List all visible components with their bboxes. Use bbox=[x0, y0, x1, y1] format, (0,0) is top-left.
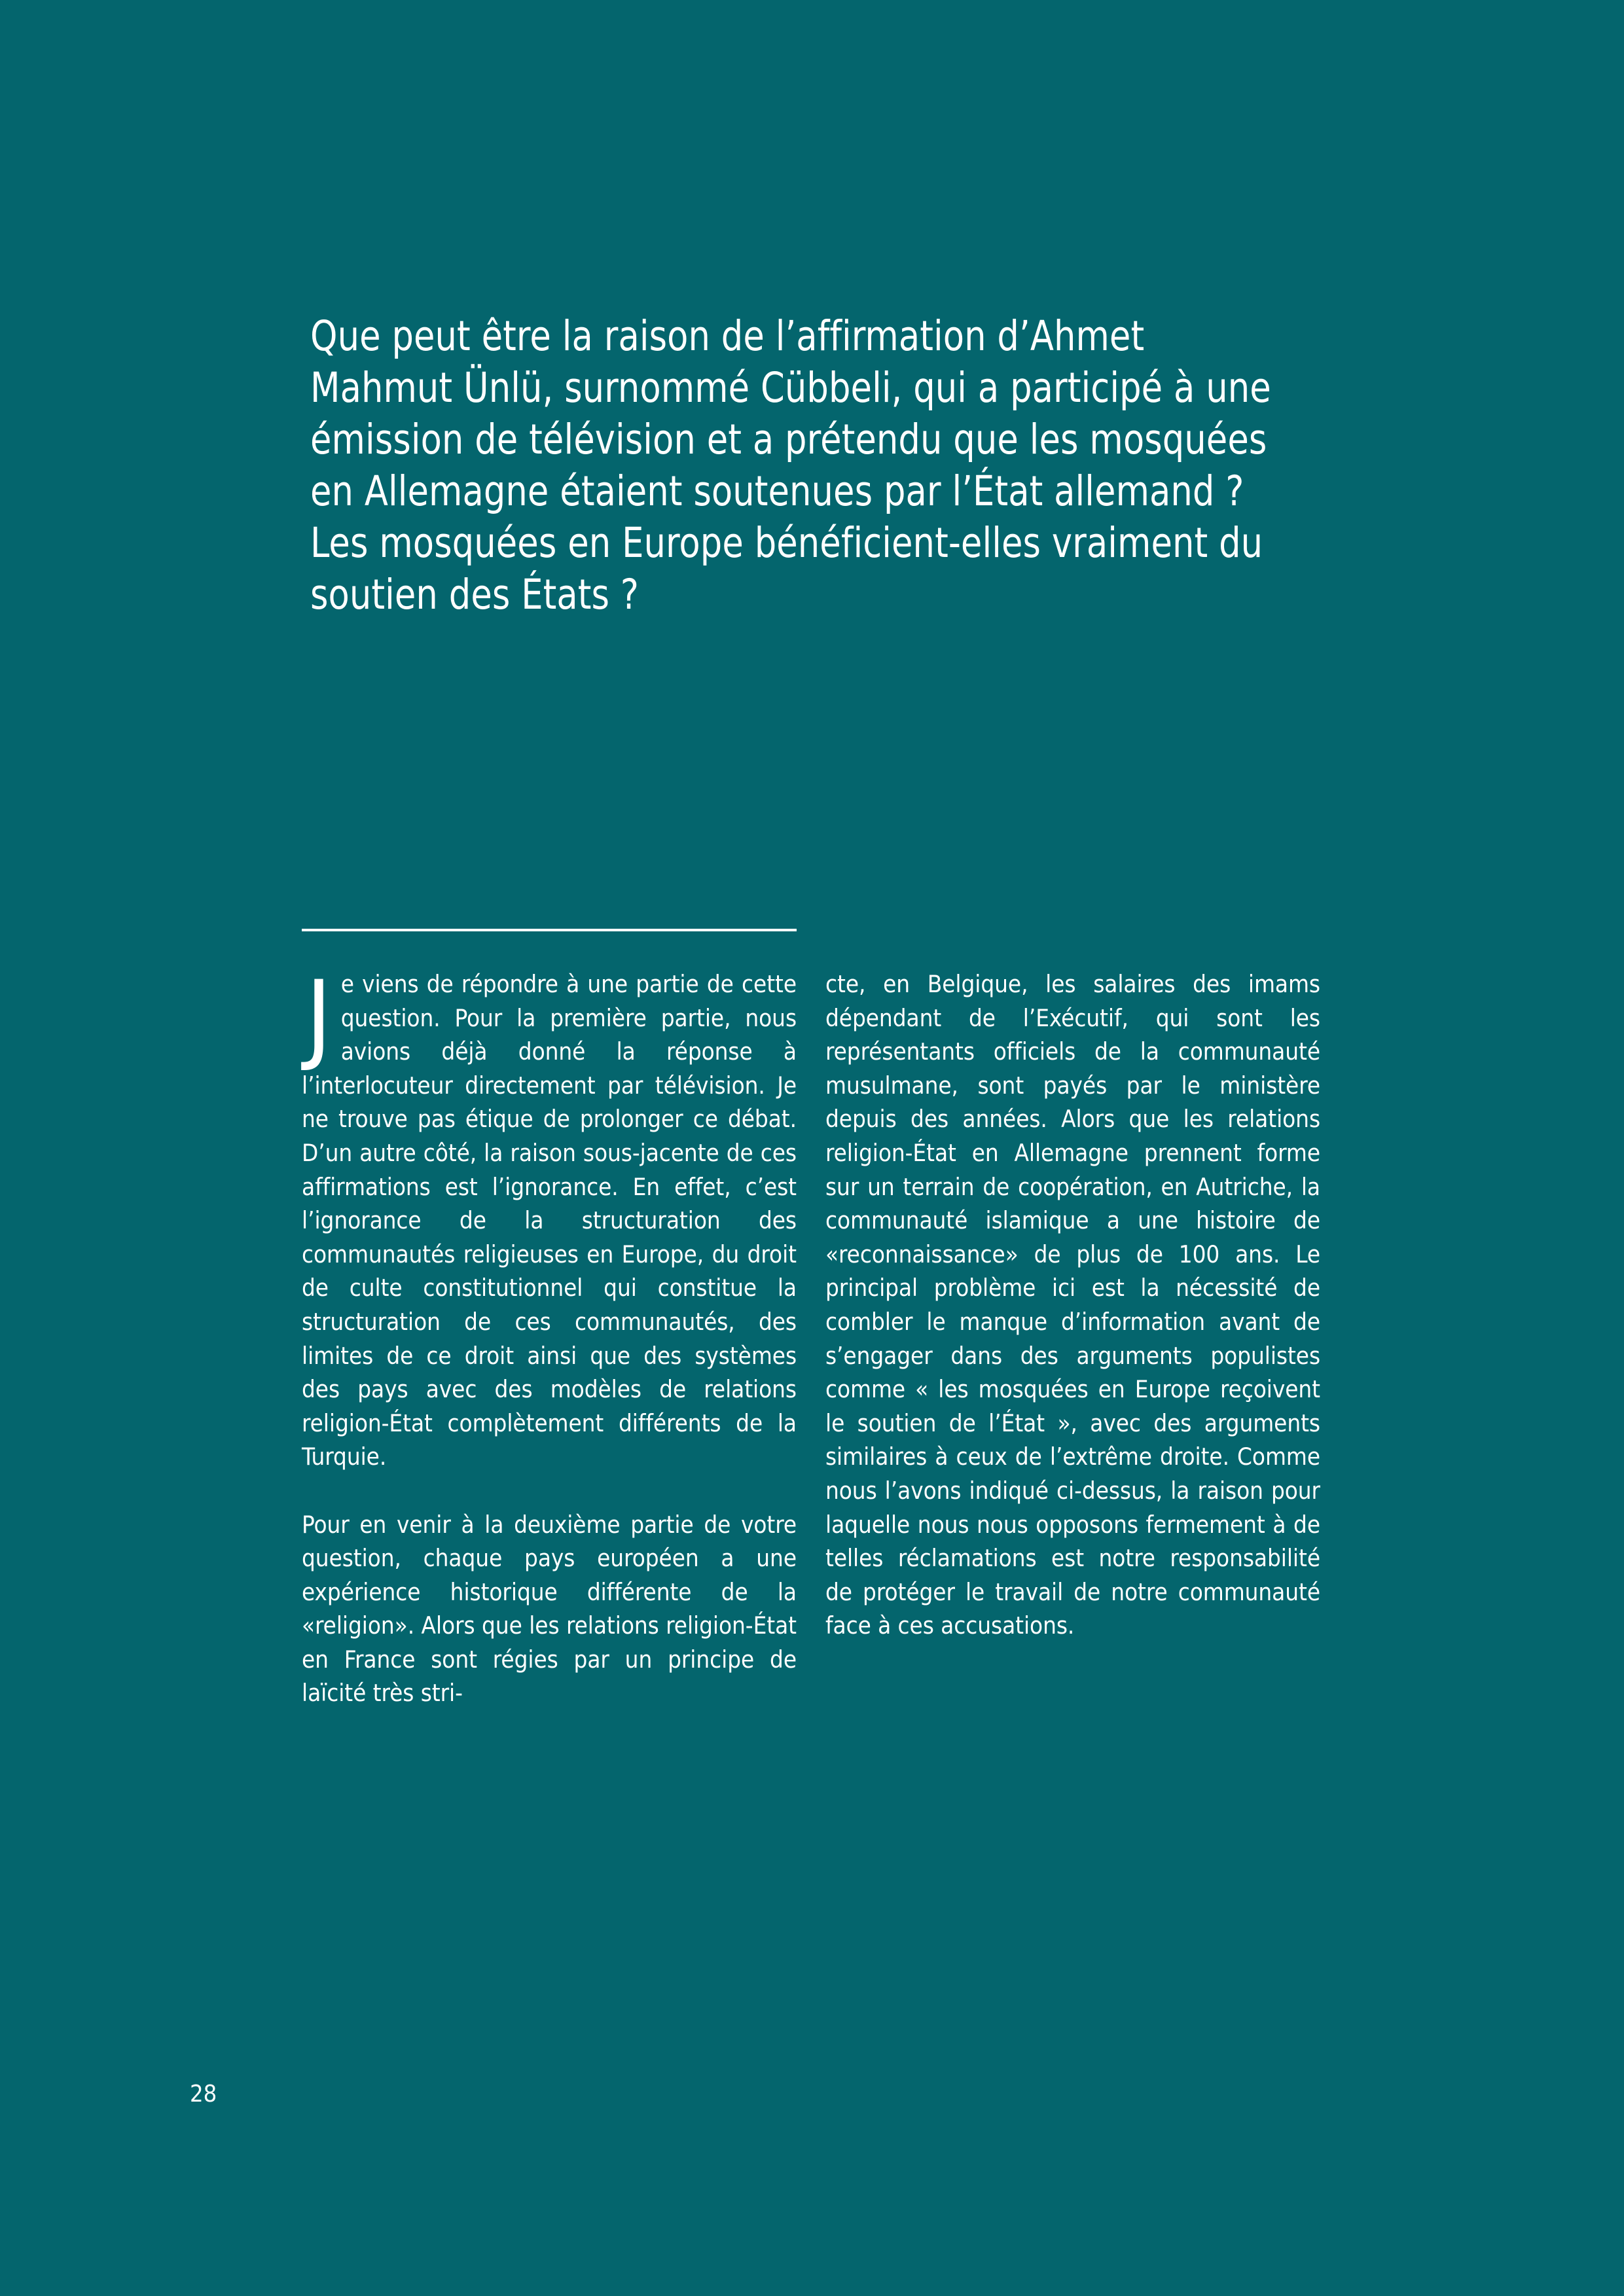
column-left bbox=[302, 960, 797, 1710]
drop-cap: J bbox=[306, 960, 332, 1074]
headline-divider bbox=[302, 929, 797, 931]
paragraph-text: e viens de répondre à une partie de cette question. Pour la première partie, nous avions déjà donné la réponse à l’interlocuteur directement par télévision. Je ne trouve pas étique de prolonger ce débat. D’un autre côté, la raison sous-jacente de ces affirmations est l’ignorance. En effet, c’est l’ignorance de la structuration des communautés religieuses en Europe, du droit de culte constitutionnel qui constitue la structuration de ces communautés, des limites de ce droit ainsi que des systèmes des pays avec des modèles de relations religion-État complètement différents de la Turquie. bbox=[302, 970, 797, 1471]
paragraph: Pour en venir à la deuxième partie de votre question, chaque pays européen a une expérience historique différente de la «religion». Alors que les relations religion-État en France sont régies par un principe de laïcité très stri- bbox=[302, 1510, 797, 1708]
column-right bbox=[825, 967, 1320, 1643]
paragraph bbox=[302, 960, 797, 1474]
paragraph: cte, en Belgique, les salaires des imams dépendant de l’Exécutif, qui sont les représentants officiels de la communauté musulmane, sont payés par le ministère depuis des années. Alors que les relations religion-État en Allemagne prennent forme sur un terrain de coopération, en Autriche, la communauté islamique a une histoire de «reconnaissance» de plus de 100 ans. Le principal problème ici est la nécessité de combler le manque d’information avant de s’engager dans des arguments populistes comme « les mosquées en Europe reçoivent le soutien de l’État », avec des arguments similaires à ceux de l’extrême droite. Comme nous l’avons indiqué ci-dessus, la raison pour laquelle nous nous opposons fermement à de telles réclamations est notre responsabilité de protéger le travail de notre communauté face à ces accusations. bbox=[825, 970, 1320, 1640]
page-number: 28 bbox=[190, 2081, 217, 2108]
page-title: Que peut être la raison de l’affirmation d’Ahmet Mahmut Ünlü, surnommé Cübbeli, qui a participé à une émission de télévision et a prétendu que les mosquées en Allemagne étaient soutenues par l’État allemand ? Les mosquées en Europe bénéficient-elles vraiment du soutien des États ? bbox=[310, 312, 1271, 619]
